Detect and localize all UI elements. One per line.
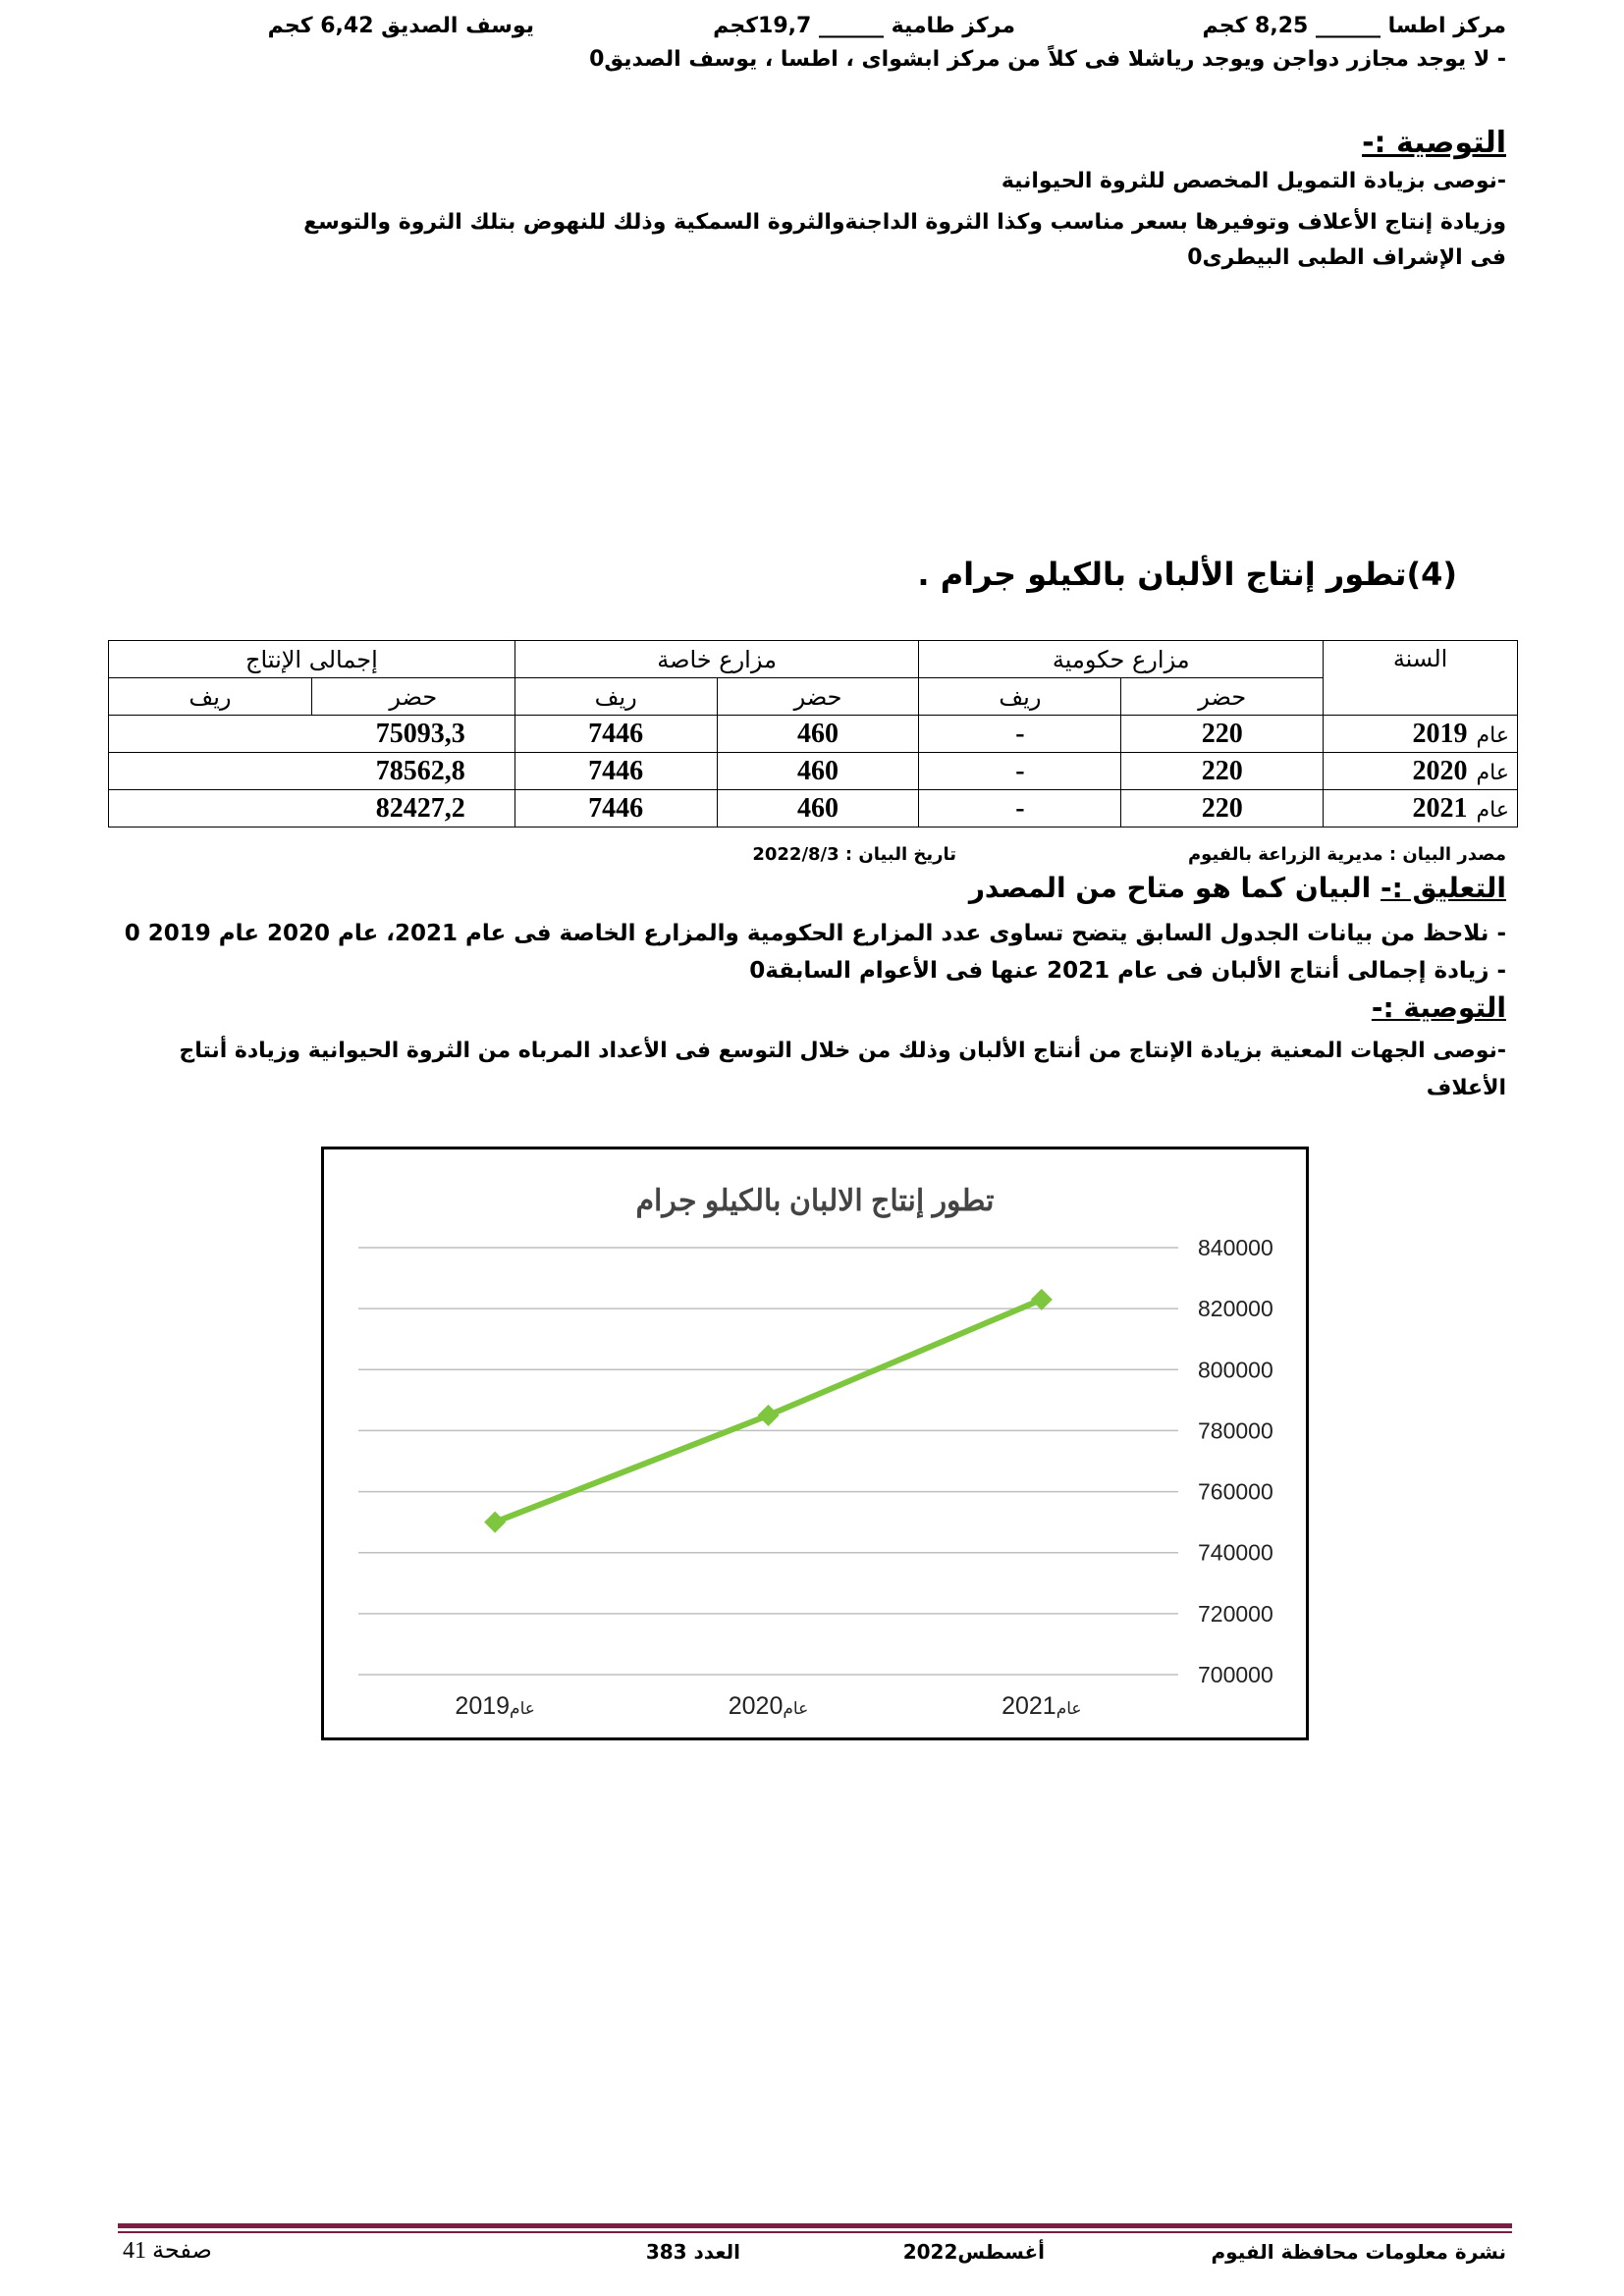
year-cell	[1324, 753, 1518, 790]
year-cell	[1324, 716, 1518, 753]
total-cell: 82427,2	[109, 790, 515, 828]
year-number: 2021	[1412, 792, 1468, 824]
rec1-line-3: فى الإشراف الطبى البيطرى0	[1187, 245, 1506, 270]
header-total-rural: ريف	[109, 678, 312, 716]
chart-x-axis	[455, 1692, 1081, 1720]
header-year: السنة	[1324, 641, 1518, 716]
header-gov-urban: حضر	[1121, 678, 1324, 716]
tamiya-value: مركز طامية ______ 19,7كجم	[713, 14, 1015, 38]
itsa-value: مركز اطسا ______ 8,25 كجم	[1202, 14, 1506, 38]
gov-rural-cell: -	[919, 790, 1121, 828]
chart-y-axis	[1198, 1235, 1273, 1687]
x-tick-year: 2021	[1001, 1692, 1056, 1720]
chart-gridlines	[358, 1248, 1178, 1675]
total-cell: 75093,3	[109, 716, 515, 753]
x-tick-label	[729, 1692, 808, 1720]
private-urban-cell: 460	[717, 716, 919, 753]
header-private-rural: ريف	[514, 678, 717, 716]
table-row	[109, 716, 1518, 753]
rec1-line-2: وزيادة إنتاج الأعلاف وتوفيرها بسعر مناسب وكذا الثروة الداجنةوالثروة السمكية وذلك للنهوض بتلك الثروة والتوسع	[303, 210, 1506, 235]
comment-heading-rest: البيان كما هو متاح من المصدر	[968, 872, 1380, 904]
chart-frame	[321, 1147, 1309, 1740]
year-cell	[1324, 790, 1518, 828]
x-tick-label	[1001, 1692, 1081, 1720]
rec1-line-1: -نوصى بزيادة التمويل المخصص للثروة الحيوانية	[1001, 169, 1506, 193]
header-gov-farms: مزارع حكومية	[919, 641, 1324, 678]
x-tick-label	[455, 1692, 534, 1720]
private-urban-cell: 460	[717, 790, 919, 828]
gov-urban-cell: 220	[1121, 716, 1324, 753]
gov-rural-cell: -	[919, 716, 1121, 753]
year-number: 2019	[1412, 718, 1468, 749]
source-date: تاريخ البيان : 2022/8/3	[752, 844, 956, 865]
private-rural-cell: 7446	[514, 790, 717, 828]
comment-heading-block	[969, 872, 1506, 904]
rec2-line-2: الأعلاف	[1426, 1076, 1506, 1100]
source-text: مصدر البيان : مديرية الزراعة بالفيوم	[1187, 844, 1506, 865]
private-rural-cell: 7446	[514, 753, 717, 790]
header-private-farms: مزارع خاصة	[514, 641, 919, 678]
section-title: (4)تطور إنتاج الألبان بالكيلو جرام .	[917, 556, 1457, 593]
year-number: 2020	[1412, 755, 1468, 786]
x-tick-word: عام	[1056, 1699, 1082, 1718]
gov-urban-cell: 220	[1121, 753, 1324, 790]
y-tick-label: 700000	[1198, 1662, 1273, 1687]
x-tick-word: عام	[783, 1699, 809, 1718]
year-word: عام	[1476, 797, 1509, 823]
year-word: عام	[1476, 760, 1509, 785]
comment-line-2: - زيادة إجمالى أنتاج الألبان فى عام 2021 عنها فى الأعوام السابقة0	[749, 958, 1506, 984]
yousef-value: يوسف الصديق 6,42 كجم	[267, 14, 534, 38]
table-row	[109, 790, 1518, 828]
rec2-heading: التوصية :-	[1371, 991, 1506, 1024]
header-total-urban: حضر	[311, 678, 514, 716]
comment-heading: التعليق :-	[1380, 872, 1506, 904]
gov-rural-cell: -	[919, 753, 1121, 790]
data-point-marker	[484, 1512, 506, 1533]
x-tick-year: 2019	[455, 1692, 511, 1720]
y-tick-label: 800000	[1198, 1357, 1273, 1383]
private-rural-cell: 7446	[514, 716, 717, 753]
comment-line-1: - نلاحظ من بيانات الجدول السابق يتضح تساوى عدد المزارع الحكومية والمزارع الخاصة فى عام 2021، عام 2020 عام 2019 0	[124, 921, 1506, 946]
x-tick-word: عام	[510, 1699, 535, 1718]
y-tick-label: 820000	[1198, 1296, 1273, 1322]
footer-publication: نشرة معلومات محافظة الفيوم	[1211, 2240, 1506, 2264]
milk-production-table	[108, 640, 1518, 828]
header-private-urban: حضر	[717, 678, 919, 716]
y-tick-label: 740000	[1198, 1539, 1273, 1566]
header-total-production: إجمالى الإنتاج	[109, 641, 515, 678]
total-cell: 78562,8	[109, 753, 515, 790]
y-tick-label: 840000	[1198, 1235, 1273, 1260]
milk-production-line-chart	[324, 1149, 1306, 1737]
y-tick-label: 760000	[1198, 1478, 1273, 1505]
y-tick-label: 720000	[1198, 1600, 1273, 1627]
footer-rule-thick	[118, 2223, 1512, 2228]
top-note: - لا يوجد مجازر دواجن ويوجد رياشلا فى كلاً من مركز ابشواى ، اطسا ، يوسف الصديق0	[589, 47, 1506, 72]
table-row	[109, 753, 1518, 790]
rec2-line-1: -نوصى الجهات المعنية بزيادة الإنتاج من أنتاج الألبان وذلك من خلال التوسع فى الأعداد المرباه من الثروة الحيوانية وزيادة أنتاج	[179, 1039, 1506, 1063]
data-point-marker	[1031, 1289, 1053, 1310]
footer-rule-thin	[118, 2231, 1512, 2233]
rec1-heading: التوصية :-	[1362, 126, 1506, 160]
data-point-marker	[758, 1405, 780, 1426]
x-tick-year: 2020	[728, 1692, 784, 1720]
footer-month: أغسطس2022	[902, 2240, 1045, 2264]
y-tick-label: 780000	[1198, 1417, 1273, 1444]
private-urban-cell: 460	[717, 753, 919, 790]
chart-title: تطور إنتاج الالبان بالكيلو جرام	[635, 1185, 995, 1217]
footer-issue: العدد 383	[645, 2240, 740, 2264]
footer-page: صفحة 41	[123, 2238, 212, 2264]
chart-series	[484, 1289, 1053, 1533]
gov-urban-cell: 220	[1121, 790, 1324, 828]
header-gov-rural: ريف	[919, 678, 1121, 716]
year-word: عام	[1476, 722, 1509, 748]
